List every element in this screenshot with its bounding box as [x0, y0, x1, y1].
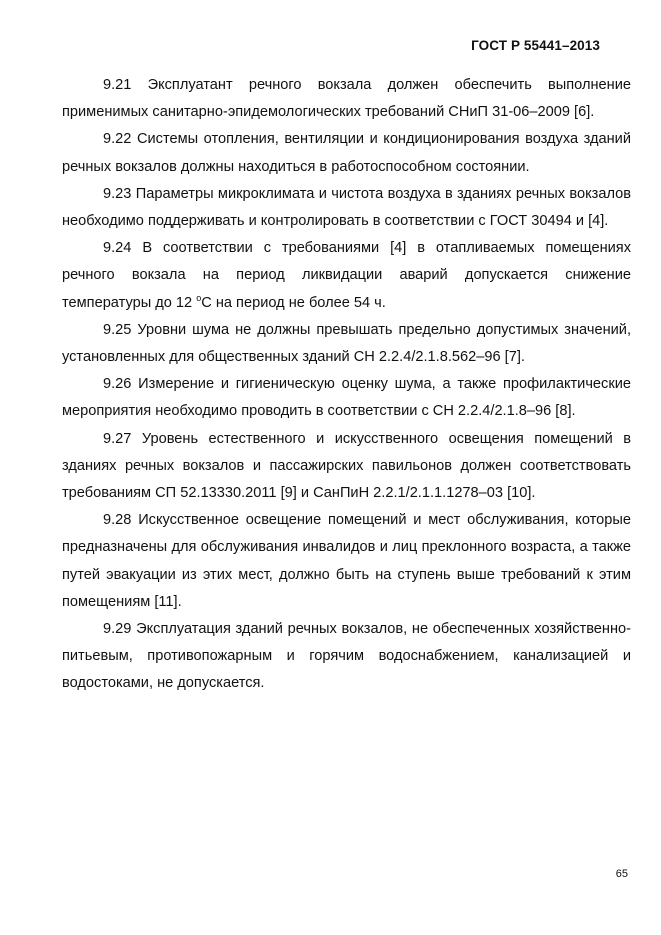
paragraph-9-24 [62, 235, 631, 317]
paragraph-9-28: 9.28 Искусственное освещение помещений и мест обслуживания, которые предназначены для обслуживания инвалидов и лиц преклонного возраста, а также путей эвакуации из этих мест, должно быть на ступень выше требований к этим помещениям [11]. [62, 512, 631, 610]
paragraph-9-25: 9.25 Уровни шума не должны превышать предельно допустимых значений, установленных для общественных зданий СН 2.2.4/2.1.8.562–96 [7]. [62, 321, 631, 366]
document-body [62, 72, 631, 698]
paragraph-9-24-part-1: 9.24 В соответствии с требованиями [4] в отапливаемых помещениях речного вокзала на период ликвидации аварий допускается снижение температуры до 12 [62, 240, 631, 311]
paragraph-9-26: 9.26 Измерение и гигиеническую оценку шума, а также профилактические мероприятия необходимо проводить в соответствии с СН 2.2.4/2.1.8–96 [8]. [62, 376, 631, 420]
paragraph-9-29: 9.29 Эксплуатация зданий речных вокзалов, не обеспеченных хозяйственно-питьевым, противопожарным и горячим водоснабжением, канализацией и водостоками, не допускается. [62, 621, 631, 692]
paragraph-9-21: 9.21 Эксплуатант речного вокзала должен обеспечить выполнение применимых санитарно-эпидемологических требований СНиП 31-06–2009 [6]. [62, 77, 631, 121]
degree-superscript: o [196, 292, 202, 303]
paragraph-9-27: 9.27 Уровень естественного и искусственного освещения помещений в зданиях речных вокзалов и пассажирских павильонов должен соответствовать требованиям СП 52.13330.2011 [9] и СанПиН 2.2.1/2.1.1.1278–03 [10]. [62, 430, 631, 502]
page-number: 65 [615, 868, 628, 880]
document-header: ГОСТ Р 55441–2013 [471, 38, 600, 53]
paragraph-9-22: 9.22 Системы отопления, вентиляции и кондиционирования воздуха зданий речных вокзалов должны находиться в работоспособном состоянии. [62, 131, 631, 175]
paragraph-9-24-part-2: С на период не более 54 ч. [201, 294, 386, 311]
paragraph-9-23: 9.23 Параметры микроклимата и чистота воздуха в зданиях речных вокзалов необходимо поддерживать и контролировать в соответствии с ГОСТ 30494 и [4]. [62, 185, 631, 230]
